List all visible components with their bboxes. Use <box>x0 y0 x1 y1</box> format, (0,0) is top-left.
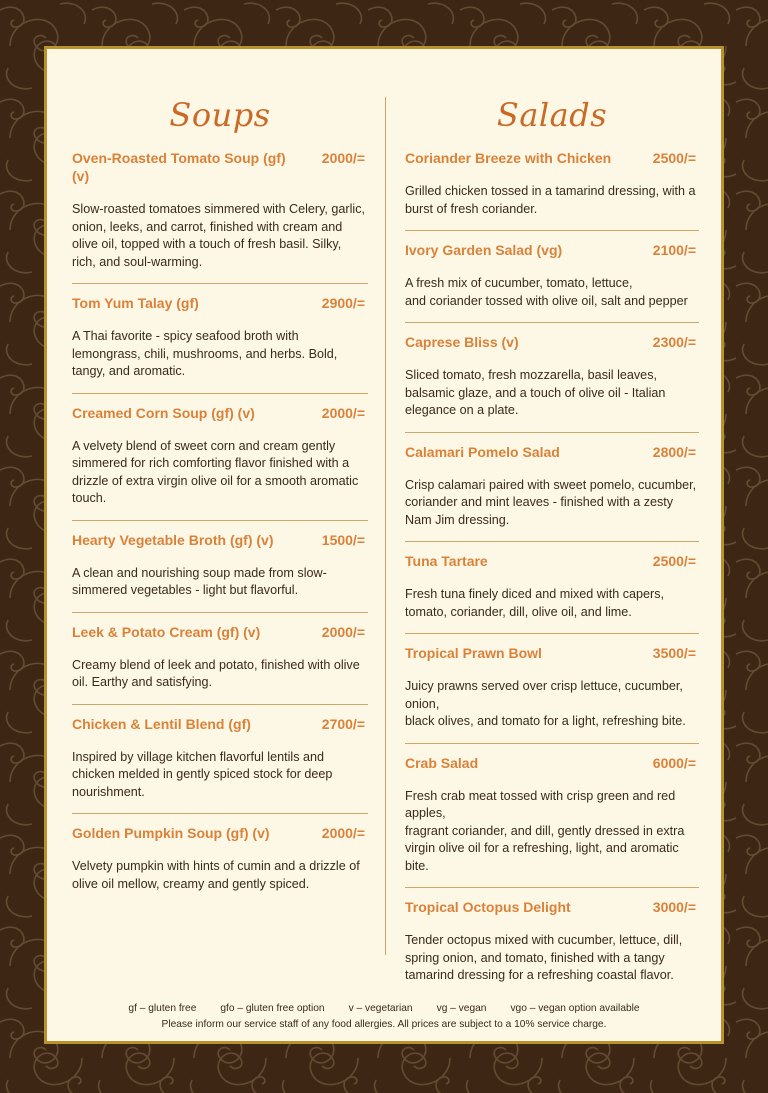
item-header <box>72 623 368 641</box>
item-header <box>405 552 699 570</box>
salad-item <box>405 634 699 744</box>
item-description: A clean and nourishing soup made from slow-simmered vegetables - light but flavorful. <box>72 565 327 597</box>
item-header <box>405 241 699 259</box>
item-price: 2300/= <box>652 334 696 350</box>
legend-entry: vgo – vegan option available <box>510 1003 640 1014</box>
item-name: Tom Yum Talay (gf) <box>72 295 199 311</box>
item-name: Crab Salad <box>405 754 479 771</box>
item-price: 2800/= <box>652 443 696 460</box>
item-price: 1500/= <box>321 531 365 548</box>
item-description: A Thai favorite - spicy seafood broth with lemongrass, chili, mushrooms, and herbs. Bold, tangy, and aromatic. <box>72 329 338 378</box>
item-description: Grilled chicken tossed in a tamarind dressing, with a burst of fresh coriander. <box>405 184 696 216</box>
item-name: Ivory Garden Salad (vg) <box>405 242 563 258</box>
soups-column <box>72 95 368 905</box>
item-name: Creamed Corn Soup (gf) (v) <box>72 404 255 421</box>
menu-footer <box>47 1001 721 1033</box>
soup-item <box>72 521 368 613</box>
salad-item <box>405 323 699 433</box>
item-description: Inspired by village kitchen flavorful lentils and chicken melded in gently spiced stock for deep nourishment. <box>72 749 333 799</box>
item-price: 2000/= <box>321 404 365 421</box>
soup-item <box>72 394 368 521</box>
salads-column <box>405 95 699 997</box>
item-description: Slow-roasted tomatoes simmered with Celery, garlic, onion, leeks, and carrot, finished with cream and olive oil, topped with a touch of fresh basil. Silky, rich, and soul-warming. <box>72 202 366 269</box>
salad-item <box>405 888 699 997</box>
item-header <box>72 149 368 185</box>
salad-item <box>405 433 699 543</box>
item-description: Crisp calamari paired with sweet pomelo, cucumber, coriander and mint leaves - finished with a zesty Nam Jim dressing. <box>405 477 697 527</box>
item-header <box>72 715 368 733</box>
soup-item <box>72 147 368 284</box>
salad-item <box>405 231 699 323</box>
item-header <box>72 824 368 842</box>
item-description: Tender octopus mixed with cucumber, lettuce, dill, spring onion, and tomato, finished with a tangy tamarind dressing for a refreshing coastal flavor. <box>405 933 683 982</box>
item-header <box>405 149 699 167</box>
dietary-legend <box>47 1001 721 1017</box>
item-price: 2000/= <box>321 825 365 841</box>
item-description: Velvety pumpkin with hints of cumin and a drizzle of olive oil mellow, creamy and gently spiced. <box>72 859 360 891</box>
item-name: Tropical Octopus Delight <box>405 899 571 915</box>
legend-entry: gf – gluten free <box>128 1003 197 1014</box>
item-header <box>405 644 699 662</box>
salad-item <box>405 744 699 889</box>
item-description: Sliced tomato, fresh mozzarella, basil leaves, balsamic glaze, and a touch of olive oil - Italian elegance on a plate. <box>405 368 666 417</box>
item-name: Coriander Breeze with Chicken <box>405 150 612 166</box>
salads-list <box>405 147 699 997</box>
salad-item <box>405 147 699 231</box>
item-price: 2700/= <box>321 715 365 732</box>
soup-item <box>72 613 368 705</box>
item-header <box>72 404 368 422</box>
legend-entry: gfo – gluten free option <box>220 1003 325 1014</box>
item-name: Tuna Tartare <box>405 553 488 569</box>
item-header <box>405 333 699 351</box>
item-name: Oven-Roasted Tomato Soup (gf) (v) <box>72 150 286 184</box>
item-name: Leek & Potato Cream (gf) (v) <box>72 623 261 640</box>
item-header <box>405 754 699 772</box>
column-divider <box>385 97 386 955</box>
item-price: 2000/= <box>321 150 365 166</box>
legend-entry: vg – vegan <box>436 1003 487 1014</box>
soup-item <box>72 705 368 815</box>
item-name: Chicken & Lentil Blend (gf) <box>72 715 251 732</box>
service-note: Please inform our service staff of any food allergies. All prices are subject to a 10% service charge. <box>161 1019 607 1030</box>
item-price: 2900/= <box>321 295 365 311</box>
item-header <box>72 531 368 549</box>
item-price: 6000/= <box>652 754 696 771</box>
legend-entry: v – vegetarian <box>348 1003 413 1014</box>
item-header <box>405 443 699 461</box>
item-name: Tropical Prawn Bowl <box>405 645 542 661</box>
item-name: Hearty Vegetable Broth (gf) (v) <box>72 531 274 548</box>
item-price: 2000/= <box>321 623 365 640</box>
item-header <box>405 898 699 916</box>
soup-item <box>72 284 368 394</box>
item-header <box>72 294 368 312</box>
item-description: Creamy blend of leek and potato, finished with olive oil. Earthy and satisfying. <box>72 657 360 689</box>
salad-item <box>405 542 699 634</box>
salads-title: Salads <box>496 96 608 134</box>
item-description: Fresh crab meat tossed with crisp green and red apples, fragrant coriander, and dill, gently dressed in extra virgin olive oil for a refreshing, light, and aromatic bite. <box>405 788 685 873</box>
soup-item <box>72 814 368 905</box>
menu-card <box>44 46 724 1044</box>
item-name: Caprese Bliss (v) <box>405 334 519 350</box>
soups-list <box>72 147 368 905</box>
item-price: 2500/= <box>652 150 696 166</box>
item-price: 3000/= <box>652 899 696 915</box>
item-name: Calamari Pomelo Salad <box>405 443 560 460</box>
soups-title: Soups <box>169 96 271 134</box>
item-description: Juicy prawns served over crisp lettuce, cucumber, onion, black olives, and tomato for a light, refreshing bite. <box>405 679 686 728</box>
item-price: 2100/= <box>652 242 696 258</box>
item-description: A velvety blend of sweet corn and cream gently simmered for rich comforting flavor finished with a drizzle of extra virgin olive oil for a smooth aromatic touch. <box>72 438 359 505</box>
item-price: 2500/= <box>652 553 696 569</box>
item-description: Fresh tuna finely diced and mixed with capers, tomato, coriander, dill, olive oil, and lime. <box>405 587 665 619</box>
item-price: 3500/= <box>652 645 696 661</box>
item-name: Golden Pumpkin Soup (gf) (v) <box>72 825 270 841</box>
item-description: A fresh mix of cucumber, tomato, lettuce, and coriander tossed with olive oil, salt and pepper <box>405 276 688 308</box>
